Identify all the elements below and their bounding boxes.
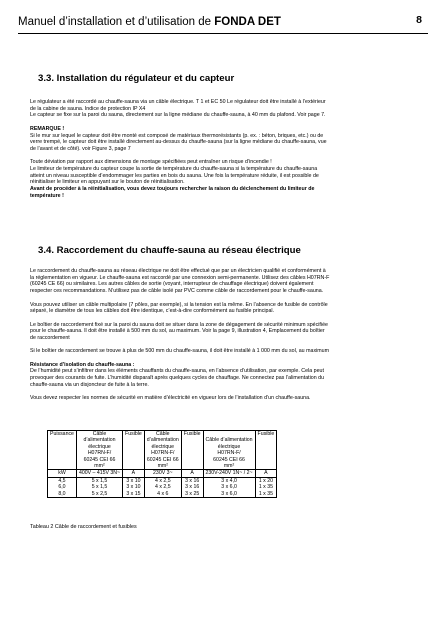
document-title-text: Manuel d’installation et d’utilisation de xyxy=(18,16,215,28)
paragraph-line: chauffe-sauna via un disjoncteur de fuite à la terre. xyxy=(30,381,149,388)
paragraph-line: la réglementation en vigueur. Le chauffe-sauna est raccordé par une connexion semi-permanente. Utilisez des câbles H07RN-F xyxy=(30,274,330,281)
warning-line: Avant de procéder à la réinitialisation, vous devez toujours rechercher la raison du déclenchement du limiteur de xyxy=(30,186,315,193)
table-header-row xyxy=(48,431,277,470)
table-cell: 3 x 10 xyxy=(123,477,145,484)
table-cell: 6,0 xyxy=(48,484,77,490)
table-cell: 1 x 20 xyxy=(255,477,277,484)
unit-cell: A xyxy=(181,470,203,477)
paragraph-line: de la cabine de sauna. Indice de protection IP X4 xyxy=(30,105,146,112)
paragraph-line: de raccordement xyxy=(30,335,70,341)
resistance-title: Résistance d’isolation du chauffe-sauna : xyxy=(30,361,135,368)
unit-cell: 230V-240V 1N~ / 2~ xyxy=(203,470,255,477)
table-caption: Tableau 2 Câble de raccordement et fusibles xyxy=(30,524,137,530)
warning-line: température ! xyxy=(30,192,64,199)
table-row xyxy=(48,477,277,484)
section-3-4-title: 3.4. Raccordement du chauffe-sauna au réseau électrique xyxy=(38,245,301,256)
paragraph-line: atteint un niveau susceptible d’endommager les parties en bois du sauna. Une fois la température réduite, il est possible de xyxy=(30,172,319,179)
table-cell: 4 x 2,5 xyxy=(144,484,181,490)
table-cell: 5 x 1,5 xyxy=(76,477,122,484)
table-cell: 3 x 16 xyxy=(181,484,203,490)
section-3-3-title: 3.3. Installation du régulateur et du capteur xyxy=(38,73,235,84)
paragraph-line: Le boîtier de raccordement fixé sur la paroi du sauna doit se situer dans la zone de dégagement de sécurité minimum spécifiée xyxy=(30,321,328,328)
paragraph-line: verre trempé, le capteur doit être installé directement au-dessus du chauffe-sauna (sur la ligne médiane du chauffe-sauna, vue xyxy=(30,139,327,146)
brand-name: FONDA DET xyxy=(214,16,281,28)
table-cell: 5 x 2,5 xyxy=(76,491,122,498)
remark-title: REMARQUE ! xyxy=(30,125,65,132)
table-cell: 4 x 6 xyxy=(144,491,181,498)
cable-fuse-table xyxy=(47,430,277,498)
table-cell: 3 x 4,0 xyxy=(203,477,255,484)
unit-cell: 230V 3~ xyxy=(144,470,181,477)
header-cell: Fusible xyxy=(255,431,277,470)
paragraph-line: de l’avant et de côté). voir Figure 3, page 7 xyxy=(30,145,131,152)
unit-cell: A xyxy=(123,470,145,477)
paragraph-line: Vous pouvez utiliser un câble multipolaire (7 pôles, par exemple), si la tension est la même. En l’absence de fusible de contrôle xyxy=(30,301,328,308)
paragraph-line: séparé, le diamètre de tous les câbles doit être identique, c’est-à-dire conformément au fusible principal. xyxy=(30,308,275,315)
table-cell: 1 x 35 xyxy=(255,484,277,490)
paragraph-line: Toute déviation par rapport aux dimensions de montage spécifiées peut entraîner un risque d’incendie ! xyxy=(30,159,272,166)
paragraph-line: De l’humidité peut s’infiltrer dans les éléments chauffants du chauffe-sauna, en l’absence d’utilisation, par exemple. Cela peut xyxy=(30,368,324,375)
table-cell: 3 x 6,0 xyxy=(203,491,255,498)
paragraph-line: Le régulateur a été raccordé au chauffe-sauna via un câble électrique. T 1 et EC 50 Le régulateur doit être installé à l’extérieur xyxy=(30,99,326,105)
paragraph-line: provoquer des courants de fuite. L’humidité disparaît après quelques cycles de chauffage. Ne connectez pas l’alimentation du xyxy=(30,375,325,382)
table-cell: 5 x 1,5 xyxy=(76,484,122,490)
document-title xyxy=(18,16,281,28)
table-cell: 1 x 35 xyxy=(255,491,277,498)
section-3-3-body xyxy=(30,99,420,200)
page-number: 8 xyxy=(416,14,422,26)
table-cell: 3 x 25 xyxy=(181,491,203,498)
paragraph-line: Le limiteur de température du capteur coupe la sortie de température du chauffe-sauna si la température du chauffe-sauna xyxy=(30,166,318,172)
paragraph-line: Le capteur se fixe sur la paroi du sauna, directement sur la ligne médiane du chauffe-sauna, à 40 mm du plafond. Voir page 7. xyxy=(30,112,326,119)
section-3-4-body xyxy=(30,268,420,402)
paragraph-line: réinitialiser le limiteur en appuyant sur le bouton de réinitialisation. xyxy=(30,179,185,186)
table-cell: 3 x 16 xyxy=(181,477,203,484)
paragraph-line: Si le boîtier de raccordement se trouve à plus de 500 mm du chauffe-sauna, il doit être installé à 1 000 mm du sol, au maximum xyxy=(30,348,330,355)
header-rule xyxy=(18,33,428,34)
table-cell: 4 x 2,5 xyxy=(144,477,181,484)
header-cell: Câble d’alimentation électrique H07RN-F/ 60245 CEI 66 mm² xyxy=(203,431,255,470)
table-row xyxy=(48,491,277,498)
paragraph-line: (60245 CE 66) ou similaires. Les autres câbles de sortie (voyant, interrupteur de chauffage électrique) doivent également xyxy=(30,281,314,288)
header-cell: Puissance xyxy=(48,431,77,470)
unit-cell: A xyxy=(255,470,277,477)
unit-cell: 400V – 415V 3N~ xyxy=(76,470,122,477)
header-cell: Fusible xyxy=(123,431,145,470)
table-cell: 3 x 6,0 xyxy=(203,484,255,490)
table-cell: 4,5 xyxy=(48,477,77,484)
table-cell: 3 x 15 xyxy=(123,491,145,498)
header-cell: Câble d’alimentation électrique H07RN-F/ 60245 CEI 66 mm² xyxy=(76,431,122,470)
paragraph-line: Vous devez respecter les normes de sécurité en matière d’électricité en vigueur lors de l’installation d’un chauffe-sauna. xyxy=(30,395,311,402)
table-cell: 8,0 xyxy=(48,491,77,498)
paragraph-line: respecter ces recommandations. N’utilisez pas de câble isolé par PVC comme câble de raccordement pour le chauffe-sauna. xyxy=(30,288,324,295)
table-units-row xyxy=(48,470,277,477)
paragraph-line: pour le chauffe-sauna. Il doit être installé à 500 mm du sol, au maximum. Voir la page 9, illustration 4, Emplacement du boîtier xyxy=(30,328,325,335)
paragraph-line: Si le mur sur lequel le capteur doit être monté est composé de matériaux thermorésistants (p. ex. : béton, briques, etc.) ou de xyxy=(30,132,324,139)
header-cell: Fusible xyxy=(181,431,203,470)
header-cell: Câble d’alimentation électrique H07RN-F/ 60245 CEI 66 mm² xyxy=(144,431,181,470)
table-cell: 3 x 10 xyxy=(123,484,145,490)
unit-cell: kW xyxy=(48,470,77,477)
paragraph-line: Le raccordement du chauffe-sauna au réseau électrique ne doit être effectué que par un électricien qualifié et conformément à xyxy=(30,268,326,274)
